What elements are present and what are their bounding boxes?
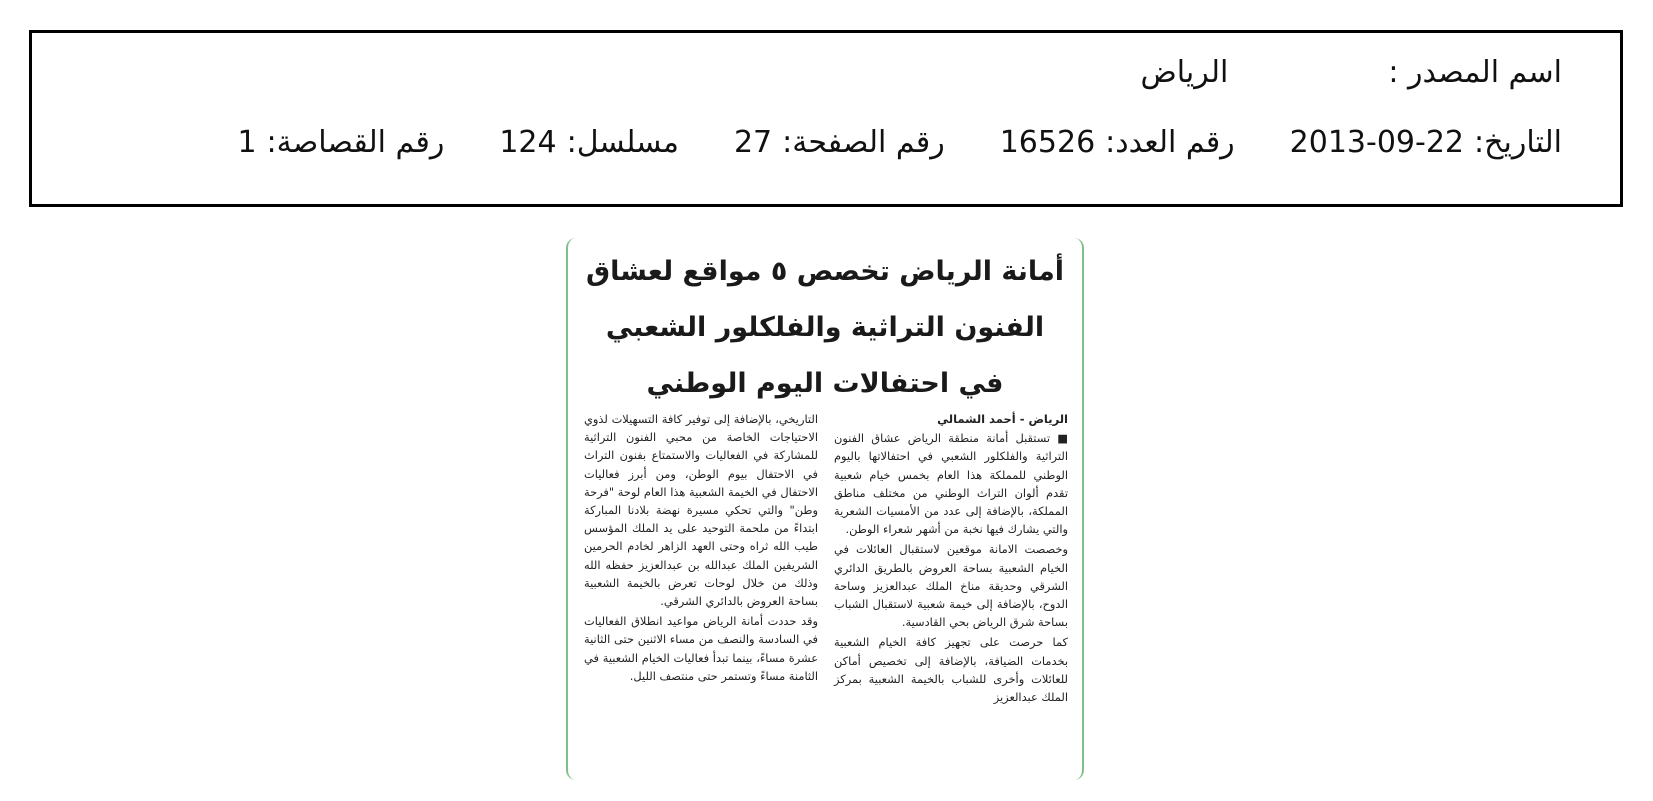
article-column-right: [834, 410, 1068, 706]
details-row: [237, 125, 1562, 160]
date-value: 2013-09-22: [1289, 125, 1465, 160]
date-label: التاريخ:: [1474, 125, 1562, 160]
source-value-field: [1141, 55, 1229, 90]
page-label: رقم الصفحة:: [782, 125, 945, 160]
newspaper-clipping: [566, 238, 1084, 780]
serial-value: 124: [499, 125, 557, 160]
article-paragraph: كما حرصت على تجهيز كافة الخيام الشعبية بخدمات الضيافة، بالإضافة إلى تخصيص أماكن للعائلات وأخرى للشباب بالخيمة الشعبية بمركز الملك عبدالعزيز: [834, 635, 1068, 705]
article-paragraph: ■ تستقبل أمانة منطقة الرياض عشاق الفنون التراثية والفلكلور الشعبي في احتفالاتها باليوم الوطني للمملكة هذا العام بخمس خيام شعبية تقدم ألوان التراث الوطني من مختلف مناطق المملكة، بالإضافة إلى عدد من الأمسيات الشعرية والتي يشارك فيها نخبة من أشهر شعراء الوطن.: [834, 431, 1068, 537]
headline-line-2: الفنون التراثية والفلكلور الشعبي: [605, 312, 1045, 343]
serial-field: [499, 125, 679, 160]
clip-field: [237, 125, 444, 160]
page-value: 27: [733, 125, 773, 160]
page-field: [734, 125, 945, 160]
article-paragraph: وقد حددت أمانة الرياض مواعيد انطلاق الفعاليات في السادسة والنصف من مساء الاثنين حتى الثانية عشرة مساءً، بينما تبدأ فعاليات الخيام الشعبية في الثامنة مساءً وتستمر حتى منتصف الليل.: [584, 614, 818, 683]
source-row: [1141, 55, 1562, 90]
article-column-left: [584, 410, 818, 706]
article-byline: الرياض - أحمد الشمالي: [937, 412, 1068, 426]
serial-label: مسلسل:: [566, 125, 679, 160]
date-field: [1290, 125, 1562, 160]
issue-value: 16526: [999, 125, 1096, 160]
source-value: الرياض: [1140, 55, 1229, 90]
clip-value: 1: [237, 125, 257, 160]
source-field: [1378, 55, 1562, 90]
metadata-box: [29, 30, 1623, 207]
issue-label: رقم العدد:: [1105, 125, 1235, 160]
headline-line-3: في احتفالات اليوم الوطني: [646, 368, 1004, 399]
article-headline: [580, 244, 1070, 412]
article-paragraph: وخصصت الامانة موقعين لاستقبال العائلات في الخيام الشعبية بساحة العروض بالطريق الدائري الشرقي وحديقة مناخ الملك عبدالعزيز وساحة الدوح، بالإضافة إلى خيمة شعبية لاستقبال الشباب بساحة شرق الرياض بحي القادسية.: [834, 542, 1068, 630]
article-columns: [584, 410, 1068, 706]
headline-line-1: أمانة الرياض تخصص ٥ مواقع لعشاق: [585, 256, 1065, 287]
article-paragraph: التاريخي، بالإضافة إلى توفير كافة التسهيلات لذوي الاحتياجات الخاصة من محبي الفنون التراثية للمشاركة في الفعاليات والاستمتاع بفنون التراث في الاحتفال بيوم الوطن، ومن أبرز فعاليات الاحتفال في الخيمة الشعبية هذا العام لوحة "فرحة وطن" والتي تحكي مسيرة نهضة بلادنا المباركة ابتداءً من ملحمة التوحيد على يد الملك المؤسس طيب الله ثراه وحتى العهد الزاهر لخادم الحرمين الشريفين الملك عبدالله بن عبدالعزيز حفظه الله وذلك من خلال لوحات تعرض بالخيمة الشعبية بساحة العروض بالدائري الشرقي.: [584, 412, 818, 609]
clip-label: رقم القصاصة:: [266, 125, 445, 160]
issue-field: [1000, 125, 1235, 160]
source-label: اسم المصدر :: [1388, 55, 1562, 90]
